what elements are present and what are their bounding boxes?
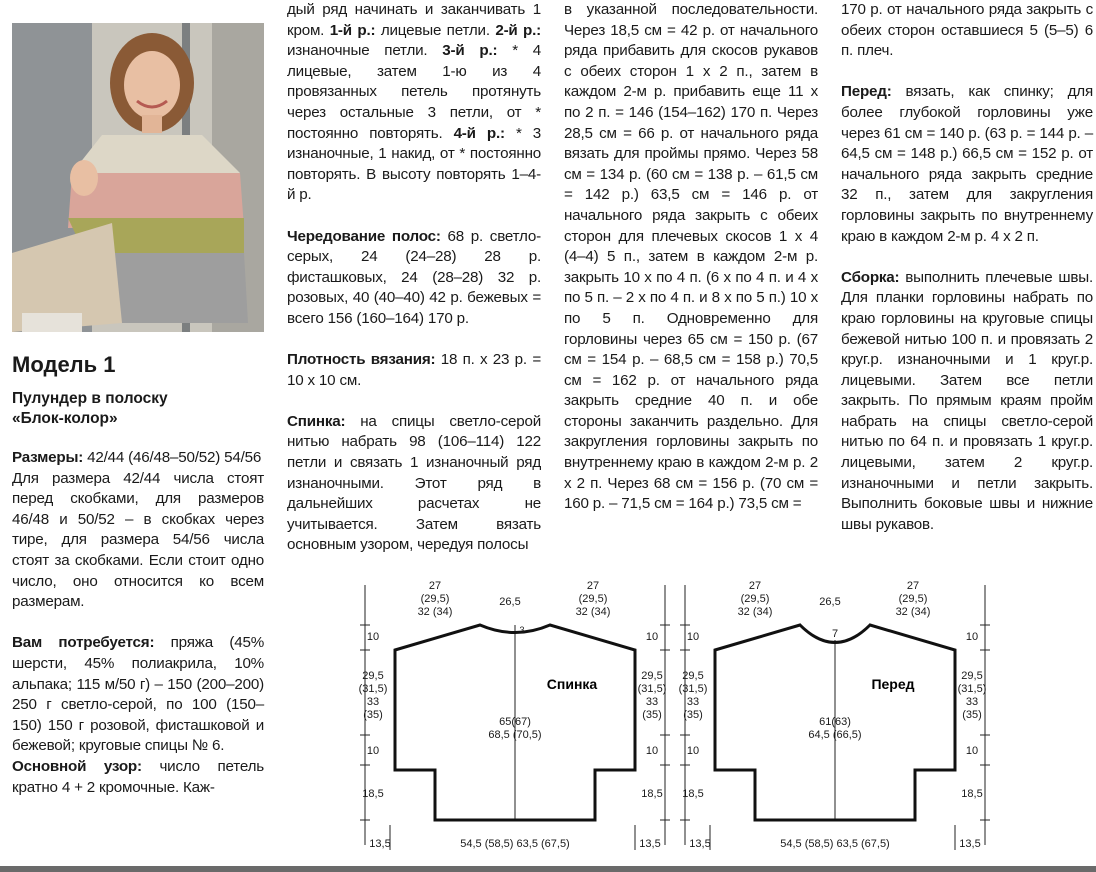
column-4	[841, 0, 1093, 556]
density-paragraph	[287, 350, 541, 391]
back-top-left-1: 27	[428, 580, 442, 592]
front-left-10: 10	[686, 631, 700, 643]
row3-label: 3-й р.:	[442, 42, 498, 60]
back-left-185: 18,5	[362, 788, 384, 800]
back-bottom-right: 13,5	[639, 838, 661, 850]
front-top-left-1: 27	[748, 580, 762, 592]
front-top-right-1: 27	[906, 580, 920, 592]
sizes-text: 42/44 (46/48–50/52) 54/56	[83, 449, 262, 466]
shoulder-paragraph: 170 р. от начального ряда закрыть с обеих сторон оставшиеся 5 (5–5) 6 п. плеч.	[841, 1, 1093, 60]
front-center-2: 64,5 (66,5)	[808, 729, 862, 741]
density-label: Плотность вязания:	[287, 351, 436, 369]
back-right-10b: 10	[645, 745, 659, 757]
sizes-paragraph	[12, 448, 264, 469]
model-subtitle	[12, 389, 168, 429]
pattern-text: число петель кратно 4 + 2 кромочные. Каж-	[12, 757, 264, 796]
back-top-left-3: 32 (34)	[417, 606, 453, 618]
materials-text: пряжа (45% шерсти, 45% полиакрила, 10% альпака; 115 м/50 г) – 150 (200–200) 250 г светло-серой, по 100 (150–150) 150 г розовой, фисташковой и бежевой; круговые спицы № 6.	[12, 634, 264, 755]
front-left-h2: (31,5)	[678, 683, 708, 695]
back-left-h3: 33	[366, 696, 380, 708]
front-bottom-center: 54,5 (58,5) 63,5 (67,5)	[780, 838, 890, 850]
front-left-h3: 33	[686, 696, 700, 708]
front-bottom-right: 13,5	[959, 838, 981, 850]
stripes-text: 68 р. светло-серых, 24 (24–28) 28 р. фисташковых, 24 (28–28) 32 р. розовых, 40 (40–40) 42 р. бежевых = всего 156 (160–164) 170 р.	[287, 227, 541, 327]
back-diagram-title: Спинка	[546, 676, 598, 692]
materials-label: Вам потребуется:	[12, 634, 155, 652]
subtitle-line-1: Пулундер в полоску	[12, 390, 168, 407]
pattern-label: Основной узор:	[12, 757, 142, 775]
front-neck-depth: 7	[831, 628, 839, 640]
front-text: вязать, как спинку; для более глубокой горловины уже через 61 см = 140 р. (63 р. = 144 р. – 64,5 см = 148 р.) 66,5 см = 152 р. от начального ряда закрыть средние 32 п., затем для закругления горловины закрыть по внутреннему краю в каждом 2-м р. 4 х 2 п.	[841, 83, 1093, 245]
back-right-h1: 29,5	[641, 670, 663, 682]
back-right-185: 18,5	[641, 788, 663, 800]
pattern-paragraph	[12, 757, 264, 798]
back-left-10: 10	[366, 631, 380, 643]
front-left-10b: 10	[686, 745, 700, 757]
back-left-10b: 10	[366, 745, 380, 757]
front-left-185: 18,5	[682, 788, 704, 800]
back-left-h4: (35)	[363, 709, 383, 721]
row4-label: 4-й р.:	[453, 124, 505, 142]
back-center-1: 65(67)	[499, 716, 531, 728]
assembly-text: выполнить плечевые швы. Для планки горловины набрать по краю горловины на круговые спицы бежевой нитью 100 п. и провязать 2 круг.р. изнаночными и 1 круг.р. лицевыми. Затем все петли закрыть. По прямым краям пройм набрать на спицы светло-серой нитью по 64 п. и провязать 1 круг.р. лицевыми, затем 2 круг.р. изнаночными и петли закрыть. Выполнить боковые швы и нижние швы рукавов.	[841, 268, 1093, 533]
row2-label: 2-й р.:	[495, 21, 542, 39]
subtitle-line-2: «Блок-колор»	[12, 410, 118, 427]
back-label: Спинка:	[287, 412, 346, 430]
front-right-h2: (31,5)	[957, 683, 987, 695]
assembly-label: Сборка:	[841, 268, 900, 286]
front-paragraph	[841, 82, 1093, 247]
front-neck-width: 26,5	[819, 596, 841, 608]
back-top-left-2: (29,5)	[420, 593, 450, 605]
stripes-paragraph	[287, 227, 541, 330]
back-top-right-2: (29,5)	[578, 593, 608, 605]
column-2	[287, 0, 541, 577]
back-continued: в указанной последовательности. Через 18,5 см = 42 р. от начального ряда прибавить для скосов рукавов с обеих сторон 1 х 2 п., затем в каждом 2-м р. прибавить еще 11 х по 2 п. = 146 (154–162) 170 п. Через 28,5 см = 66 р. от начального ряда вязать для проймы прямо. Через 58 см = 134 р. (60 см = 138 р. – 61,5 см = 142 р.) 63,5 см = 146 р. от начального ряда закрыть с обеих сторон для плечевых скосов 1 х 4 (4–4) 5 п., затем в каждом 2-м р. закрыть 10 х по 4 п. (6 х по 4 п. и 4 х по 5 п. – 2 х по 4 п. и 8 х по 5 п.) 10 х по 5 п. Одновременно для горловины через 65 см = 150 р. (67 см = 154 р. – 68,5 см = 158 р.) 70,5 см = 162 р. от начального ряда закрыть средние 40 п. и обе стороны заканчить раздельно. Для закругления горловины закрыть по внутреннему краю в каждом 2-м р. 2 х 2 п. Через 68 см = 156 р. (70 см = 160 р. – 71,5 см = 164 р.) 73,5 см =	[564, 1, 818, 513]
row4-text: * 3 изнаночные, 1 накид, от * постоянно повторять. В высоту повторять 1–4-й р.	[287, 124, 542, 204]
bottom-rule	[0, 866, 1096, 872]
front-right-h1: 29,5	[961, 670, 983, 682]
model-photo-illustration	[12, 23, 264, 332]
density-text: 18 п. х 23 р. = 10 х 10 см.	[287, 351, 541, 389]
column-1	[12, 448, 264, 819]
back-left-h2: (31,5)	[358, 683, 388, 695]
front-top-right-2: (29,5)	[898, 593, 928, 605]
back-paragraph	[287, 412, 541, 556]
stripes-label: Чередование полос:	[287, 227, 441, 245]
diagram-back	[355, 575, 685, 860]
back-right-10: 10	[645, 631, 659, 643]
back-left-h1: 29,5	[362, 670, 384, 682]
front-top-right-3: 32 (34)	[895, 606, 931, 618]
front-bottom-left: 13,5	[689, 838, 711, 850]
back-top-right-1: 27	[586, 580, 600, 592]
back-neck-width: 26,5	[499, 596, 521, 608]
front-diagram-title: Перед	[871, 676, 915, 692]
front-left-h1: 29,5	[682, 670, 704, 682]
size-note: Для размера 42/44 числа стоят перед скобками, для размеров 46/48 и 50/52 – в скобках через тире, для размера 54/56 числа стоят за скобками. Если стоит одно число, оно относится ко всем размерам.	[12, 469, 264, 611]
back-bottom-center: 54,5 (58,5) 63,5 (67,5)	[460, 838, 570, 850]
front-right-10: 10	[965, 631, 979, 643]
column-3	[564, 0, 818, 535]
back-neck-depth: 3	[519, 625, 525, 635]
front-right-h3: 33	[965, 696, 979, 708]
back-right-h3: 33	[645, 696, 659, 708]
front-left-h4: (35)	[683, 709, 703, 721]
front-center-1: 61(63)	[819, 716, 851, 728]
back-center-2: 68,5 (70,5)	[488, 729, 542, 741]
front-top-left-3: 32 (34)	[737, 606, 773, 618]
front-label: Перед:	[841, 83, 892, 101]
row2-text: изнаночные петли.	[287, 42, 443, 60]
rows-intro: дый ряд начинать и заканчивать 1 кром.	[287, 1, 541, 39]
diagram-front	[675, 575, 1005, 860]
row3-text: * 4 лицевые, затем 1-ю из 4 провязанных петель протянуть через остальные 3 петли, от * постоянно повторять.	[287, 42, 541, 142]
assembly-paragraph	[841, 268, 1093, 536]
materials-paragraph	[12, 633, 264, 757]
model-photo	[12, 23, 264, 332]
front-top-left-2: (29,5)	[740, 593, 770, 605]
back-right-h4: (35)	[642, 709, 662, 721]
model-title: Модель 1	[12, 352, 116, 377]
front-right-h4: (35)	[962, 709, 982, 721]
back-right-h2: (31,5)	[637, 683, 667, 695]
front-right-185: 18,5	[961, 788, 983, 800]
front-right-10b: 10	[965, 745, 979, 757]
back-bottom-left: 13,5	[369, 838, 391, 850]
sizes-label: Размеры:	[12, 449, 84, 466]
row1-text: лицевые петли.	[375, 21, 496, 39]
row1-label: 1-й р.:	[329, 21, 376, 39]
back-top-right-3: 32 (34)	[575, 606, 611, 618]
rows-paragraph	[287, 0, 541, 206]
back-text: на спицы светло-серой нитью набрать 98 (106–114) 122 петли и связать 1 изнаночный ряд изнаночными. Этот ряд в дальнейших расчетах не учитывается. Затем вязать основным узором, чередуя полосы	[287, 412, 541, 554]
